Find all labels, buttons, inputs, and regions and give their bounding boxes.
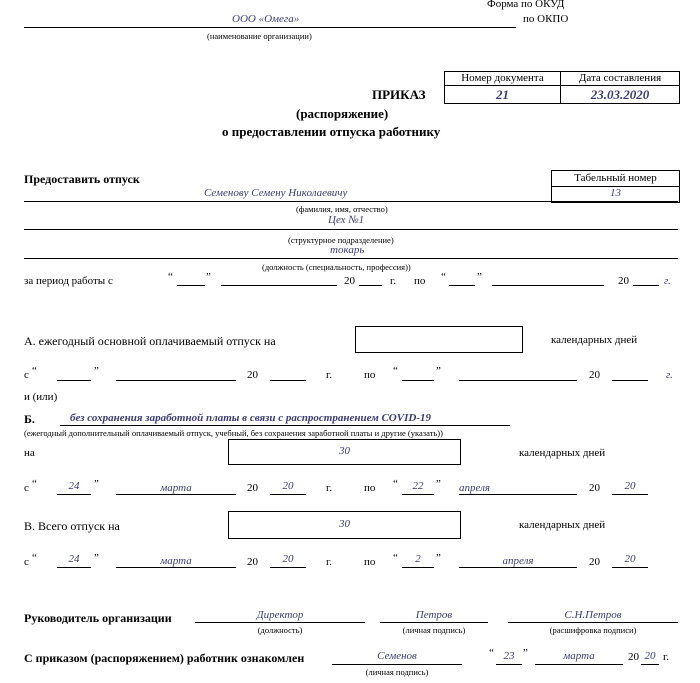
section-v-to-year: 20 <box>624 553 636 565</box>
section-a-days-box <box>355 326 523 353</box>
ack-label: С приказом (распоряжением) работник ознакомлен <box>24 651 305 665</box>
section-v-days: 30 <box>339 518 350 530</box>
section-v-from-day: 24 <box>68 553 80 565</box>
ack-year-line <box>641 664 659 665</box>
section-v-to-q-close: ” <box>436 552 441 564</box>
okpo-label: по ОКПО <box>523 13 569 25</box>
period-from-day-line <box>177 285 205 286</box>
ack-sign-line <box>332 664 462 665</box>
section-b-to-day: 22 <box>412 480 424 492</box>
section-b-to-label: по <box>364 482 376 494</box>
section-a-from-q-open: “ <box>32 365 37 377</box>
department-line <box>24 229 678 230</box>
section-v-from-year-suffix: г. <box>326 556 333 568</box>
period-to-year-prefix: 20 <box>618 275 629 287</box>
period-to-month-line <box>492 285 604 286</box>
section-b-to-month: апреля <box>459 482 491 494</box>
period-q-close: ” <box>206 271 211 283</box>
section-v-from-q-close: ” <box>94 552 99 564</box>
section-v-from-day-line <box>57 567 91 568</box>
section-v-from-q-open: “ <box>32 552 37 564</box>
head-sign: Петров <box>415 609 453 621</box>
section-a-to-year-suffix: г. <box>666 369 673 381</box>
section-b-from-month-line <box>116 494 236 495</box>
section-a-or-label: и (или) <box>24 391 58 403</box>
section-v-to-day-line <box>402 567 434 568</box>
period-from-year-line <box>359 285 382 286</box>
ack-year: 20 <box>644 650 656 662</box>
title-subject: о предоставлении отпуска работнику <box>222 124 441 139</box>
section-b-to-year: 20 <box>624 480 636 492</box>
head-label: Руководитель организации <box>24 611 172 625</box>
section-v-from-year-prefix: 20 <box>247 556 258 568</box>
section-b-from-label: с <box>24 482 29 494</box>
section-b-from-year: 20 <box>282 480 294 492</box>
employee-caption: (фамилия, имя, отчество) <box>296 204 388 214</box>
doc-date-header: Дата составления <box>578 72 662 84</box>
org-name-line <box>24 27 516 28</box>
section-b-to-q-close: ” <box>436 478 441 490</box>
ack-q-open: “ <box>489 647 494 659</box>
section-b-from-year-line <box>270 494 306 495</box>
okud-label: Форма по ОКУД <box>487 0 565 10</box>
section-b-label: Б. <box>24 412 35 426</box>
department-caption: (структурное подразделение) <box>288 235 394 245</box>
period-to-year-suffix: г. <box>664 275 671 287</box>
ack-q-close: ” <box>523 647 528 659</box>
section-b-from-year-suffix: г. <box>326 482 333 494</box>
tab-number-value: 13 <box>610 187 621 199</box>
period-from-year-prefix: 20 <box>344 275 355 287</box>
ack-sign: Семенов <box>377 650 417 662</box>
section-a-from-month-line <box>116 380 236 381</box>
section-v-label: В. Всего отпуск на <box>24 519 120 533</box>
section-a-from-label: с <box>24 369 29 381</box>
period-to-q-close: ” <box>477 271 482 283</box>
employee-line <box>24 201 678 202</box>
section-a-to-year-prefix: 20 <box>589 369 600 381</box>
section-a-label: А. ежегодный основной оплачиваемый отпуск на <box>24 334 276 348</box>
org-caption: (наименование организации) <box>207 31 312 41</box>
section-b-days-box <box>228 439 461 465</box>
section-b-reason-line <box>60 425 510 426</box>
section-a-to-label: по <box>364 369 376 381</box>
section-v-to-label: по <box>364 556 376 568</box>
section-v-to-year-line <box>612 567 648 568</box>
ack-year-prefix: 20 <box>628 651 639 663</box>
tab-number-table <box>551 170 680 203</box>
ack-month-line <box>535 664 623 665</box>
doc-date: 23.03.2020 <box>590 87 650 102</box>
head-position-line <box>195 622 365 623</box>
period-to-label: по <box>414 275 426 287</box>
org-name: ООО «Омега» <box>232 13 300 25</box>
period-from-month-line <box>221 285 337 286</box>
section-v-to-year-prefix: 20 <box>589 556 600 568</box>
position-line <box>24 258 678 259</box>
section-v-from-year: 20 <box>282 553 294 565</box>
period-to-year-line <box>633 285 659 286</box>
section-v-from-year-line <box>270 567 306 568</box>
department-name: Цех №1 <box>328 214 365 226</box>
section-v-to-month: апреля <box>502 555 534 567</box>
head-sign-line <box>380 622 488 623</box>
position-name: токарь <box>330 244 365 256</box>
head-position-caption: (должность) <box>257 625 303 635</box>
section-b-to-year-prefix: 20 <box>589 482 600 494</box>
section-a-days-label: календарных дней <box>551 334 638 346</box>
section-b-days: 30 <box>339 445 350 457</box>
ack-day: 23 <box>503 650 515 662</box>
section-b-to-month-line <box>459 494 577 495</box>
section-a-to-q-open: “ <box>393 365 398 377</box>
section-v-from-month: марта <box>160 555 192 567</box>
section-b-from-day: 24 <box>68 480 80 492</box>
title-prikaz: ПРИКАЗ <box>372 87 426 102</box>
section-v-to-month-line <box>459 567 577 568</box>
head-sign-caption: (личная подпись) <box>402 625 466 635</box>
grant-label: Предоставить отпуск <box>24 172 140 186</box>
tab-number-header: Табельный номер <box>574 172 657 184</box>
employee-name: Семенову Семену Николаевичу <box>204 187 348 199</box>
head-name-line <box>508 622 678 623</box>
section-b-days-label: календарных дней <box>519 447 606 459</box>
section-b-reason: без сохранения заработной платы в связи с распространением COVID-19 <box>70 412 431 424</box>
period-from-year-suffix: г. <box>390 275 397 287</box>
period-to-day-line <box>449 285 475 286</box>
section-b-to-q-open: “ <box>393 478 398 490</box>
ack-sign-caption: (личная подпись) <box>365 667 429 677</box>
title-rasporyazhenie: (распоряжение) <box>296 106 389 121</box>
position-caption: (должность (специальность, профессия)) <box>262 262 411 272</box>
head-name: С.Н.Петров <box>564 609 622 621</box>
doc-table <box>444 71 680 104</box>
section-a-to-month-line <box>459 380 577 381</box>
section-v-from-label: с <box>24 556 29 568</box>
section-a-to-day-line <box>402 380 434 381</box>
doc-number-header: Номер документа <box>461 72 544 84</box>
section-b-from-month: марта <box>160 482 192 494</box>
section-a-from-year-suffix: г. <box>326 369 333 381</box>
section-v-days-label: календарных дней <box>519 519 606 531</box>
section-b-on-label: на <box>24 447 35 459</box>
period-to-q-open: “ <box>441 271 446 283</box>
head-name-caption: (расшифровка подписи) <box>549 625 637 635</box>
doc-number: 21 <box>496 87 509 102</box>
section-a-from-year-prefix: 20 <box>247 369 258 381</box>
ack-month: марта <box>563 650 595 662</box>
section-a-from-day-line <box>57 380 91 381</box>
section-b-caption: (ежегодный дополнительный оплачиваемый отпуск, учебный, без сохранения заработной платы и другие (указать)) <box>24 428 443 438</box>
section-b-from-day-line <box>57 494 91 495</box>
section-b-to-year-line <box>612 494 648 495</box>
section-a-from-year-line <box>270 380 306 381</box>
section-a-from-q-close: ” <box>94 365 99 377</box>
period-label: за период работы с <box>24 275 113 287</box>
ack-day-line <box>496 664 522 665</box>
section-b-from-q-close: ” <box>94 478 99 490</box>
section-v-to-q-open: “ <box>393 552 398 564</box>
ack-year-suffix: г. <box>663 651 670 663</box>
section-v-to-day: 2 <box>415 553 421 565</box>
section-a-to-year-line <box>612 380 648 381</box>
period-q-open: “ <box>168 271 173 283</box>
section-b-from-year-prefix: 20 <box>247 482 258 494</box>
section-a-to-q-close: ” <box>436 365 441 377</box>
head-position: Директор <box>256 609 304 621</box>
section-b-from-q-open: “ <box>32 478 37 490</box>
section-v-days-box <box>228 511 461 539</box>
section-v-from-month-line <box>116 567 236 568</box>
section-b-to-day-line <box>402 494 434 495</box>
